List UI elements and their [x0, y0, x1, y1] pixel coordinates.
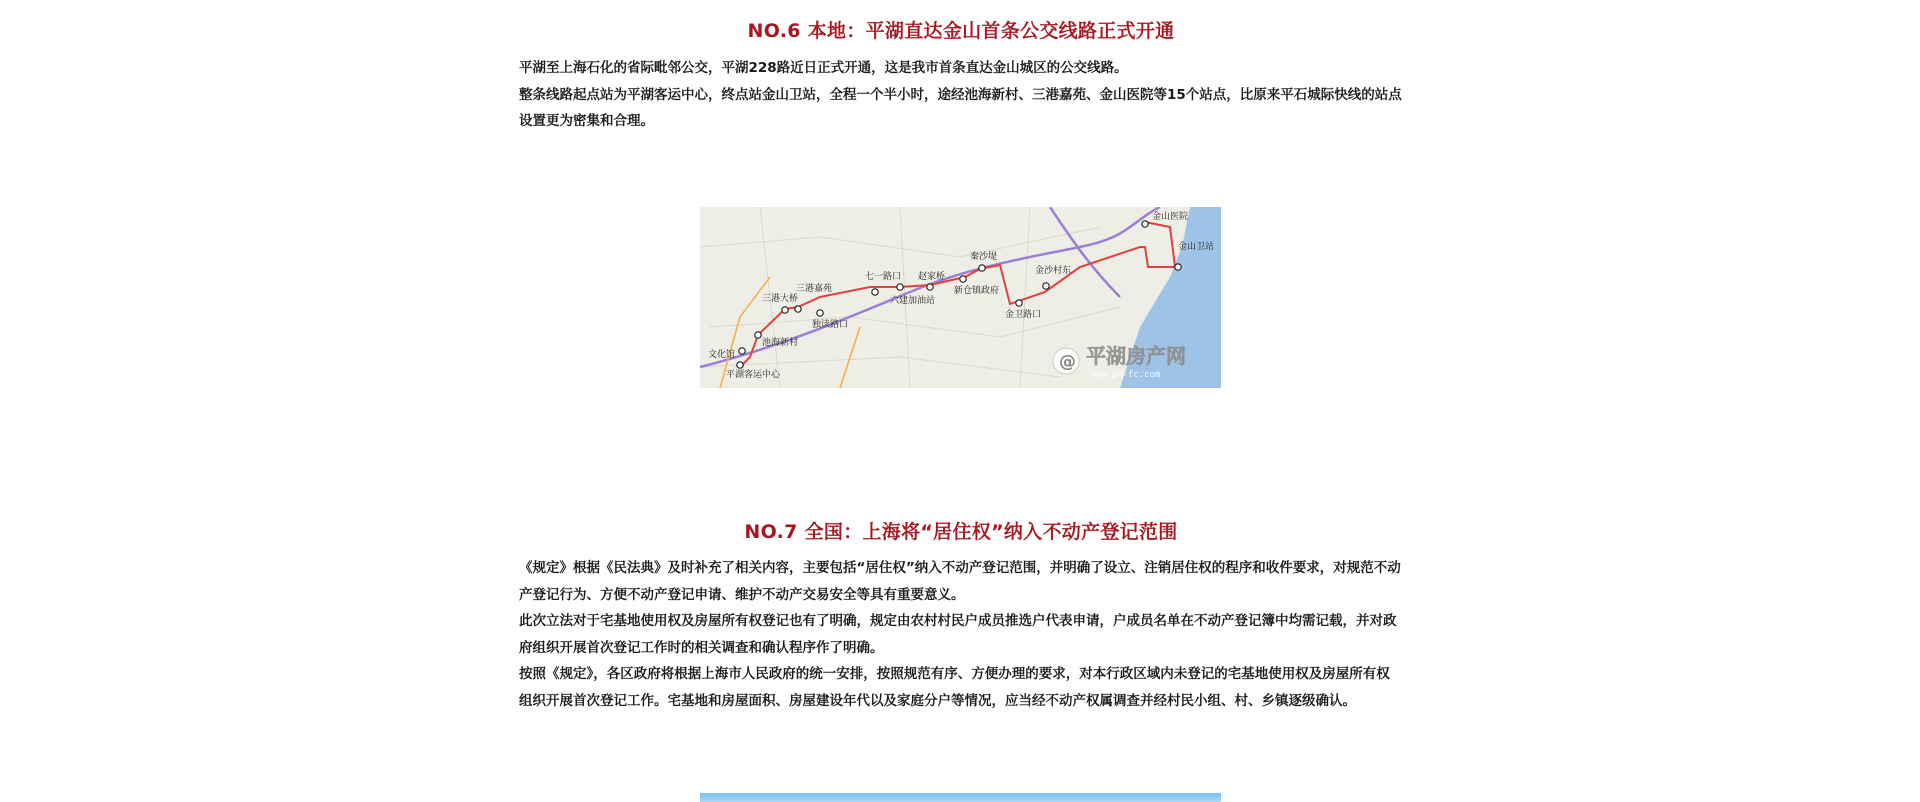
map-stop-label: 金山卫站 [1178, 242, 1215, 252]
watermark-url: www.ph-fc.com [1090, 370, 1161, 380]
next-image-preview [700, 793, 1221, 802]
map-stop-label: 平湖客运中心 [726, 370, 781, 380]
map-stop-label: 文化馆 [708, 350, 736, 360]
section-6-title: NO.6 本地：平湖直达金山首条公交线路正式开通 [747, 20, 1175, 42]
section-7-paragraph: 此次立法对于宅基地使用权及房屋所有权登记也有了明确，规定由农村村民户成员推选户代表申请，户成员名单在不动产登记簿中均需记载，并对政府组织开展首次登记工作时的相关调查和确认程序作了明确。 [519, 613, 1397, 656]
map-stop-label: 独读路口 [812, 320, 849, 330]
map-stop-label: 六建加油站 [890, 296, 936, 306]
map-stop-label: 新仓镇政府 [954, 286, 1000, 296]
map-stop-label: 池海新村 [762, 338, 799, 348]
bus-route-map [700, 207, 1221, 388]
section-6-paragraph: 整条线路起点站为平湖客运中心，终点站金山卫站，全程一个半小时，途经池海新村、三港嘉苑、金山医院等15个站点，比原来平石城际快线的站点设置更为密集和合理。 [519, 86, 1402, 129]
map-stop-label: 赵家桥 [918, 272, 946, 282]
section-7-paragraph: 按照《规定》，各区政府将根据上海市人民政府的统一安排，按照规范有序、方便办理的要求，对本行政区域内未登记的宅基地使用权及房屋所有权组织开展首次登记工作。宅基地和房屋面积、房屋建设年代以及家庭分户等情况，应当经不动产权属调查并经村民小组、村、乡镇逐级确认。 [519, 666, 1390, 709]
watermark-text: 平湖房产网 [1086, 344, 1186, 368]
map-stop-label: 三港嘉苑 [796, 284, 833, 294]
map-stop-label: 三港大桥 [762, 294, 799, 304]
section-7-paragraph: 《规定》根据《民法典》及时补充了相关内容，主要包括“居住权”纳入不动产登记范围，并明确了设立、注销居住权的程序和收件要求，对规范不动产登记行为、方便不动产登记申请、维护不动产交易安全等具有重要意义。 [519, 560, 1401, 603]
map-stop-label: 金山医院 [1152, 212, 1189, 222]
map-stop-label: 七一路口 [865, 272, 902, 282]
section-7-body [519, 555, 1403, 714]
section-6-paragraph: 平湖至上海石化的省际毗邻公交，平湖228路近日正式开通，这是我市首条直达金山城区的公交线路。 [519, 60, 1128, 76]
svg-text:@: @ [1059, 352, 1076, 372]
map-stop-label: 金卫路口 [1005, 310, 1042, 320]
map-stop-label: 秦沙堤 [970, 252, 998, 262]
map-stop-label: 金沙村东 [1035, 266, 1072, 276]
section-7-title: NO.7 全国：上海将“居住权”纳入不动产登记范围 [744, 521, 1178, 543]
section-6-body [519, 55, 1403, 135]
